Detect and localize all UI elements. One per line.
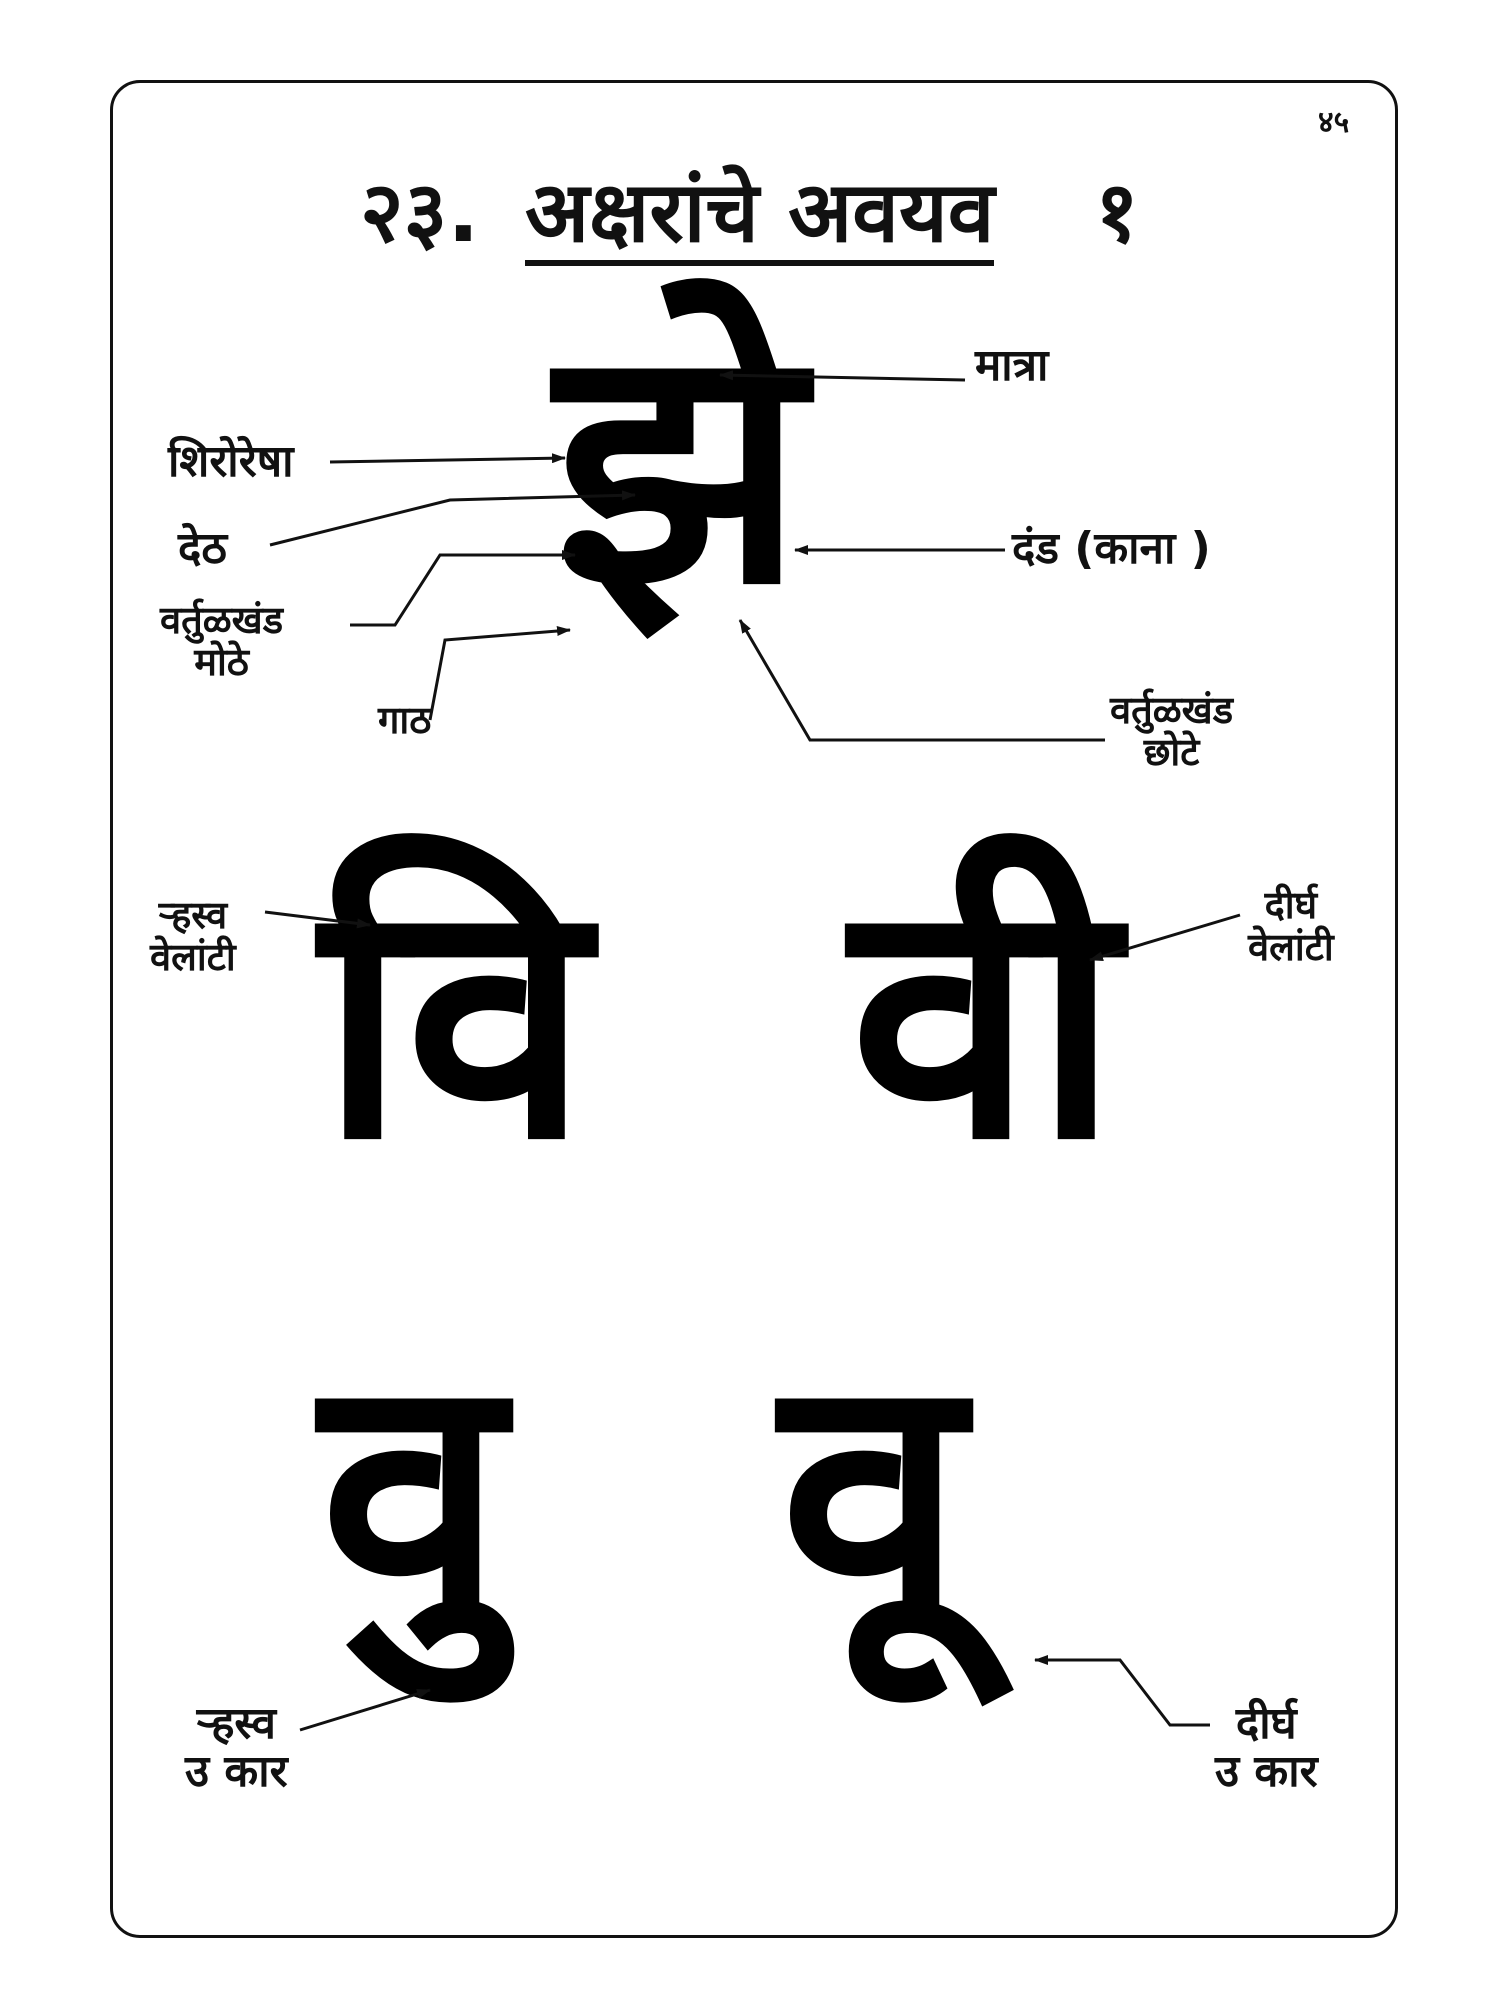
- label-hrasva-velanti-line2: वेलांटी: [150, 934, 236, 979]
- label-dand: दंड (काना ): [1012, 523, 1211, 574]
- diagram2-letter-long: वी: [850, 828, 1119, 1212]
- label-dirgha-velanti-line1: दीर्घ: [1264, 883, 1318, 927]
- label-matra: मात्रा: [975, 340, 1049, 391]
- label-dirgha-ukar-line1: दीर्घ: [1235, 1698, 1297, 1749]
- label-hrasva-velanti: [150, 895, 236, 979]
- diagram3-letter-short: वु: [320, 1303, 504, 1687]
- label-vartulkhand-chhote: [1110, 690, 1233, 774]
- page-number: ४५: [1318, 105, 1350, 140]
- label-hrasva-velanti-line1: ऱ्हस्व: [158, 893, 228, 937]
- label-hrasva-ukar: [185, 1700, 288, 1797]
- label-hrasva-ukar-line2: उ कार: [185, 1746, 288, 1798]
- label-dirgha-ukar: [1215, 1700, 1318, 1797]
- label-hrasva-ukar-line1: ऱ्हस्व: [196, 1698, 277, 1749]
- diagram2-letter-short: वि: [320, 828, 589, 1212]
- label-dirgha-velanti: [1248, 885, 1334, 969]
- label-vartulkhand-mothe-line2: मोठे: [194, 639, 249, 684]
- label-gath: गाठ: [378, 698, 432, 742]
- diagram3-letter-long: वू: [780, 1303, 964, 1687]
- title-part: १: [1095, 163, 1139, 261]
- label-vartulkhand-mothe: [160, 600, 283, 684]
- diagram1-letter: झे: [555, 273, 805, 657]
- page-title: [360, 160, 1160, 270]
- label-vartulkhand-chhote-line2: छोटे: [1143, 729, 1200, 774]
- label-dirgha-ukar-line2: उ कार: [1215, 1746, 1318, 1798]
- label-vartulkhand-mothe-line1: वर्तुळखंड: [160, 598, 284, 642]
- title-text: अक्षरांचे अवयव: [525, 170, 994, 266]
- label-shirorekha: शिरोरेषा: [168, 436, 294, 487]
- label-vartulkhand-chhote-line1: वर्तुळखंड: [1110, 688, 1234, 732]
- label-dirgha-velanti-line2: वेलांटी: [1248, 924, 1334, 969]
- label-deth: देठ: [178, 523, 227, 574]
- title-number: २३.: [360, 163, 480, 261]
